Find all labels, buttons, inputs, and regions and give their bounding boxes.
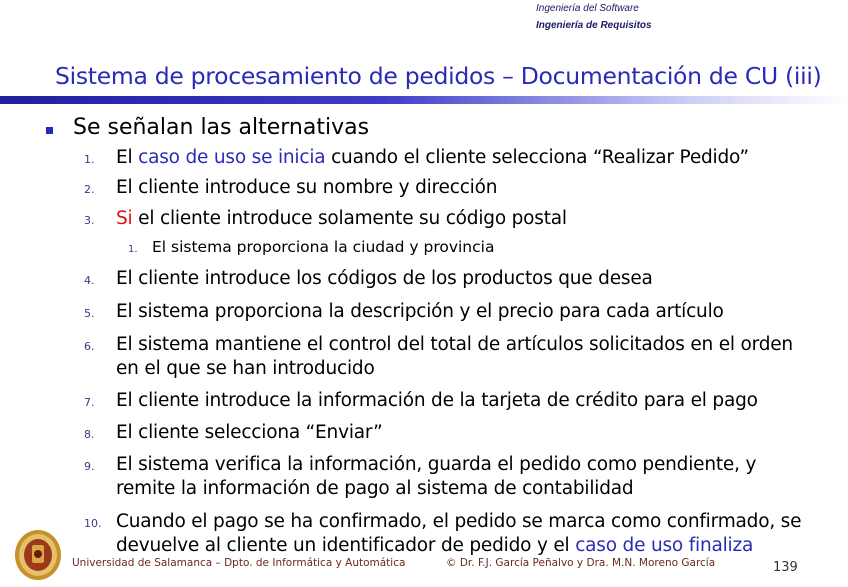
item-number: 2. <box>84 183 95 196</box>
list-item-7: El cliente introduce la información de la tarjeta de crédito para el pago <box>116 390 758 411</box>
highlight-use-case-end: caso de uso finaliza <box>575 535 754 556</box>
slide-title: Sistema de procesamiento de pedidos – Documentación de CU (iii) <box>55 62 822 90</box>
footer-authors: © Dr. F.J. García Peñalvo y Dra. M.N. Moreno García <box>446 557 716 569</box>
footer-institution: Universidad de Salamanca – Dpto. de Informática y Automática <box>72 557 406 569</box>
list-item-10-line-1: Cuando el pago se ha confirmado, el pedido se marca como confirmado, se <box>116 511 802 532</box>
bullet-square-icon <box>46 127 53 134</box>
title-underline-bar <box>0 96 848 104</box>
list-item-9-line-2: remite la información de pago al sistema de contabilidad <box>116 478 634 499</box>
item-number: 10. <box>84 517 102 530</box>
lead-bullet-text: Se señalan las alternativas <box>73 115 370 140</box>
header-module: Ingeniería de Requisitos <box>536 20 652 31</box>
header-course: Ingeniería del Software <box>536 3 639 14</box>
subitem-number: 1. <box>128 244 138 255</box>
list-item-9-line-1: El sistema verifica la información, guarda el pedido como pendiente, y <box>116 454 757 475</box>
list-item-2: El cliente introduce su nombre y dirección <box>116 177 498 198</box>
list-subitem-1: El sistema proporciona la ciudad y provincia <box>152 238 495 256</box>
item-number: 6. <box>84 340 95 353</box>
item-text: devuelve al cliente un identificador de pedido y el <box>116 535 576 556</box>
highlight-conditional: Si <box>116 208 133 229</box>
list-item-4: El cliente introduce los códigos de los productos que desea <box>116 268 653 289</box>
item-text: cuando el cliente selecciona “Realizar Pedido” <box>325 147 749 168</box>
item-number: 7. <box>84 396 95 409</box>
list-item-3 <box>116 207 567 231</box>
item-number: 9. <box>84 460 95 473</box>
list-item-6-line-2: en el que se han introducido <box>116 358 375 379</box>
item-text: el cliente introduce solamente su código postal <box>132 208 567 229</box>
list-item-1 <box>116 146 749 170</box>
list-item-10-line-2 <box>116 534 753 558</box>
list-item-8: El cliente selecciona “Enviar” <box>116 422 383 443</box>
item-number: 8. <box>84 428 95 441</box>
item-number: 5. <box>84 307 95 320</box>
item-number: 3. <box>84 214 95 227</box>
item-text: El <box>116 147 139 168</box>
item-number: 1. <box>84 153 95 166</box>
list-item-5: El sistema proporciona la descripción y el precio para cada artículo <box>116 301 724 322</box>
highlight-use-case-start: caso de uso se inicia <box>138 147 326 168</box>
page-number: 139 <box>773 560 798 575</box>
list-item-6-line-1: El sistema mantiene el control del total de artículos solicitados en el orden <box>116 334 793 355</box>
university-seal-icon <box>13 528 63 582</box>
item-number: 4. <box>84 274 95 287</box>
